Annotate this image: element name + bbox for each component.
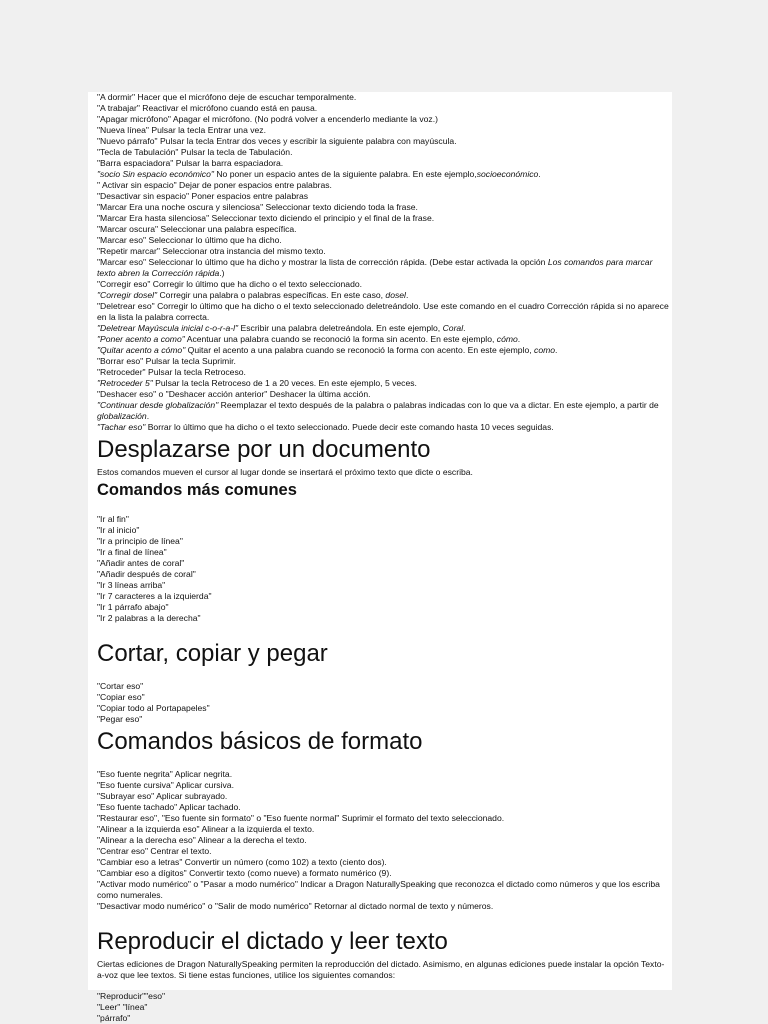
command-phrase: "A dormir": [97, 92, 136, 102]
command-description: Corregir lo último que ha dicho o el texto seleccionado deletreándolo. Use este comando en el cuadro Corrección rápida si no aparece en la lista la palabra correcta.: [97, 301, 669, 322]
command-phrase: "Barra espaciadora": [97, 158, 174, 168]
command-line: [97, 400, 669, 422]
list-item: "Desactivar modo numérico" o "Salir de modo numérico" Retornar al dictado normal de texto y números.: [97, 901, 494, 911]
command-description: Pulsar la tecla Retroceso.: [145, 367, 246, 377]
list-item: "Cambiar eso a letras" Convertir un número (como 102) a texto (ciento dos).: [97, 857, 387, 867]
command-description: Seleccionar lo último que ha dicho.: [146, 235, 282, 245]
command-phrase: "Retroceder": [97, 367, 146, 377]
command-line: [97, 136, 669, 147]
command-description: Poner espacios entre palabras: [189, 191, 309, 201]
command-line: [97, 235, 669, 246]
command-line: [97, 279, 669, 290]
command-line: [97, 422, 669, 433]
command-line: [97, 246, 669, 257]
read-command-list: [97, 991, 669, 1024]
list-item: "Añadir antes de coral": [97, 558, 185, 568]
command-description: Pulsar la tecla Retroceso de 1 a 20 veces. En este ejemplo, 5 veces.: [152, 378, 417, 388]
command-suffix: .: [463, 323, 466, 333]
command-line: [97, 378, 669, 389]
command-description: Pulsar la tecla de Tabulación.: [178, 147, 293, 157]
command-example: dosel: [385, 290, 406, 300]
list-item: "Ir al fin": [97, 514, 129, 524]
command-phrase: "Marcar Era hasta silenciosa": [97, 213, 210, 223]
command-line: [97, 202, 669, 213]
list-item: "Ir a principio de línea": [97, 536, 183, 546]
command-line: [97, 301, 669, 323]
command-description: Seleccionar texto diciendo toda la frase.: [263, 202, 418, 212]
command-description: Borrar lo último que ha dicho o el texto seleccionado. Puede decir este comando hasta 10 veces seguidas.: [145, 422, 554, 432]
list-item: "Activar modo numérico" o "Pasar a modo numérico" Indicar a Dragon NaturallySpeaking que reconozca el dictado como números y que los escriba como numerales.: [97, 879, 660, 900]
list-item: "Leer" "línea": [97, 1002, 148, 1012]
nav-command-list: [97, 514, 669, 624]
command-phrase: "Continuar desde globalización": [97, 400, 219, 410]
command-line: [97, 191, 669, 202]
document-page: [88, 92, 672, 1023]
command-example: Los comandos para marcar texto abren la Corrección rápida: [97, 257, 653, 278]
command-phrase: "Deletrear Mayúscula inicial c-o-r-a-l": [97, 323, 239, 333]
list-item: "Copiar todo al Portapapeles": [97, 703, 210, 713]
command-phrase: "Nueva línea": [97, 125, 149, 135]
command-suffix: .: [538, 169, 541, 179]
list-item: "Ir 3 líneas arriba": [97, 580, 166, 590]
command-example: como: [534, 345, 556, 355]
heading-desplazarse: Desplazarse por un documento: [97, 436, 431, 463]
command-line: [97, 257, 669, 279]
heading-reproducir: Reproducir el dictado y leer texto: [97, 928, 448, 955]
command-line: [97, 356, 669, 367]
read-intro: Ciertas ediciones de Dragon NaturallySpeaking permiten la reproducción del dictado. Asimismo, en algunas ediciones puede instalar la opción Texto-a-voz que lee textos. Si tiene estas funciones, utilice los siguientes comandos:: [97, 959, 665, 980]
command-suffix: .): [219, 268, 225, 278]
command-description: Dejar de poner espacios entre palabras.: [176, 180, 332, 190]
command-description: Escribir una palabra deletreándola. En este ejemplo,: [238, 323, 443, 333]
command-description: No poner un espacio antes de la siguiente palabra. En este ejemplo,: [213, 169, 477, 179]
command-line: [97, 158, 669, 169]
command-suffix: .: [405, 290, 409, 300]
command-description: Apagar el micrófono. (No podrá volver a encenderlo mediante la voz.): [170, 114, 438, 124]
command-phrase: "Poner acento a como": [97, 334, 185, 344]
format-command-list: [97, 769, 669, 912]
command-phrase: "Quitar acento a cómo": [97, 345, 186, 355]
list-item: "Ir 2 palabras a la derecha": [97, 613, 201, 623]
subheading-comandos-comunes: Comandos más comunes: [97, 481, 297, 499]
command-line: [97, 367, 669, 378]
command-line: [97, 224, 669, 235]
command-phrase: "Corregir eso": [97, 279, 151, 289]
command-phrase: "Marcar Era una noche oscura y silenciosa": [97, 202, 264, 212]
command-phrase: "Tecla de Tabulación": [97, 147, 179, 157]
command-line: [97, 290, 669, 301]
list-item: "Centrar eso" Centrar el texto.: [97, 846, 212, 856]
list-item: "Pegar eso": [97, 714, 143, 724]
nav-intro: Estos comandos mueven el cursor al lugar donde se insertará el próximo texto que dicte o escriba.: [97, 467, 473, 477]
command-phrase: "Borrar eso": [97, 356, 144, 366]
command-line: [97, 114, 669, 125]
command-description: o "Deshacer acción anterior" Deshacer la última acción.: [156, 389, 371, 399]
command-phrase: "Deletrear eso": [97, 301, 155, 311]
command-description: Corregir lo último que ha dicho o el texto seleccionado.: [150, 279, 363, 289]
command-description: Corregir una palabra o palabras específicas. En este caso,: [157, 290, 386, 300]
command-description: Pulsar la barra espaciadora.: [173, 158, 284, 168]
list-item: "Añadir después de coral": [97, 569, 196, 579]
command-line: [97, 334, 669, 345]
command-line: [97, 389, 669, 400]
command-description: Pulsar la tecla Entrar dos veces y escribir la siguiente palabra con mayúscula.: [157, 136, 457, 146]
command-example: globalización: [97, 411, 147, 421]
command-list-dictation: [97, 92, 669, 433]
command-suffix: .: [517, 334, 521, 344]
command-phrase: "Marcar eso": [97, 235, 147, 245]
list-item: "Cambiar eso a dígitos" Convertir texto (como nueve) a formato numérico (9).: [97, 868, 392, 878]
command-description: Pulsar la tecla Suprimir.: [143, 356, 236, 366]
command-example: socioeconómico: [476, 169, 539, 179]
heading-cortar-copiar-pegar: Cortar, copiar y pegar: [97, 640, 328, 667]
command-phrase: "socio Sin espacio económico": [97, 169, 214, 179]
list-item: "Cortar eso": [97, 681, 144, 691]
command-phrase: "Apagar micrófono": [97, 114, 171, 124]
command-line: [97, 213, 669, 224]
list-item: "Reproducir""eso": [97, 991, 166, 1001]
command-line: [97, 345, 669, 356]
list-item: "Copiar eso": [97, 692, 145, 702]
command-description: Reemplazar el texto después de la palabra o palabras indicadas con lo que va a dictar. En este ejemplo, a partir de: [218, 400, 659, 410]
command-line: [97, 92, 669, 103]
command-phrase: "Corregir dosel": [97, 290, 158, 300]
command-suffix: .: [146, 411, 150, 421]
command-suffix: .: [555, 345, 558, 355]
command-description: Seleccionar texto diciendo el principio y el final de la frase.: [209, 213, 435, 223]
list-item: "Alinear a la izquierda eso" Alinear a la izquierda el texto.: [97, 824, 315, 834]
command-phrase: "Retroceder 5": [97, 378, 153, 388]
command-phrase: "Desactivar sin espacio": [97, 191, 190, 201]
command-description: Seleccionar otra instancia del mismo texto.: [159, 246, 326, 256]
list-item: "Ir 7 caracteres a la izquierda": [97, 591, 212, 601]
list-item: "Eso fuente cursiva" Aplicar cursiva.: [97, 780, 234, 790]
command-description: Seleccionar lo último que ha dicho y mostrar la lista de corrección rápida. (Debe estar activada la opción: [146, 257, 548, 267]
document-content: [97, 92, 669, 1024]
command-line: [97, 169, 669, 180]
command-phrase: "Deshacer eso": [97, 389, 157, 399]
command-example: cómo: [496, 334, 518, 344]
list-item: "Restaurar eso", "Eso fuente sin formato" o "Eso fuente normal" Suprimir el formato del texto seleccionado.: [97, 813, 505, 823]
command-description: Acentuar una palabra cuando se reconoció la forma sin acento. En este ejemplo,: [184, 334, 497, 344]
command-line: [97, 323, 669, 334]
command-phrase: " Activar sin espacio": [97, 180, 177, 190]
list-item: "Ir 1 párrafo abajo": [97, 602, 169, 612]
list-item: "Eso fuente tachado" Aplicar tachado.: [97, 802, 241, 812]
command-description: Reactivar el micrófono cuando está en pausa.: [139, 103, 318, 113]
list-item: "Ir al inicio": [97, 525, 140, 535]
command-line: [97, 180, 669, 191]
command-line: [97, 125, 669, 136]
command-description: Hacer que el micrófono deje de escuchar temporalmente.: [135, 92, 357, 102]
command-phrase: "Marcar oscura": [97, 224, 159, 234]
copy-command-list: [97, 681, 669, 725]
command-line: [97, 147, 669, 158]
command-phrase: "Marcar eso": [97, 257, 147, 267]
command-phrase: "Nuevo párrafo": [97, 136, 158, 146]
list-item: "párrafo": [97, 1013, 131, 1023]
command-description: Quitar el acento a una palabra cuando se reconoció la forma con acento. En este ejemplo,: [185, 345, 535, 355]
command-phrase: "Tachar eso": [97, 422, 146, 432]
command-phrase: "Repetir marcar": [97, 246, 160, 256]
list-item: "Alinear a la derecha eso" Alinear a la derecha el texto.: [97, 835, 307, 845]
command-description: Pulsar la tecla Entrar una vez.: [148, 125, 266, 135]
list-item: "Ir a final de línea": [97, 547, 167, 557]
list-item: "Subrayar eso" Aplicar subrayado.: [97, 791, 228, 801]
list-item: "Eso fuente negrita" Aplicar negrita.: [97, 769, 233, 779]
command-phrase: "A trabajar": [97, 103, 140, 113]
heading-formato: Comandos básicos de formato: [97, 728, 423, 755]
command-line: [97, 103, 669, 114]
command-example: Coral: [442, 323, 464, 333]
command-description: Seleccionar una palabra específica.: [158, 224, 297, 234]
